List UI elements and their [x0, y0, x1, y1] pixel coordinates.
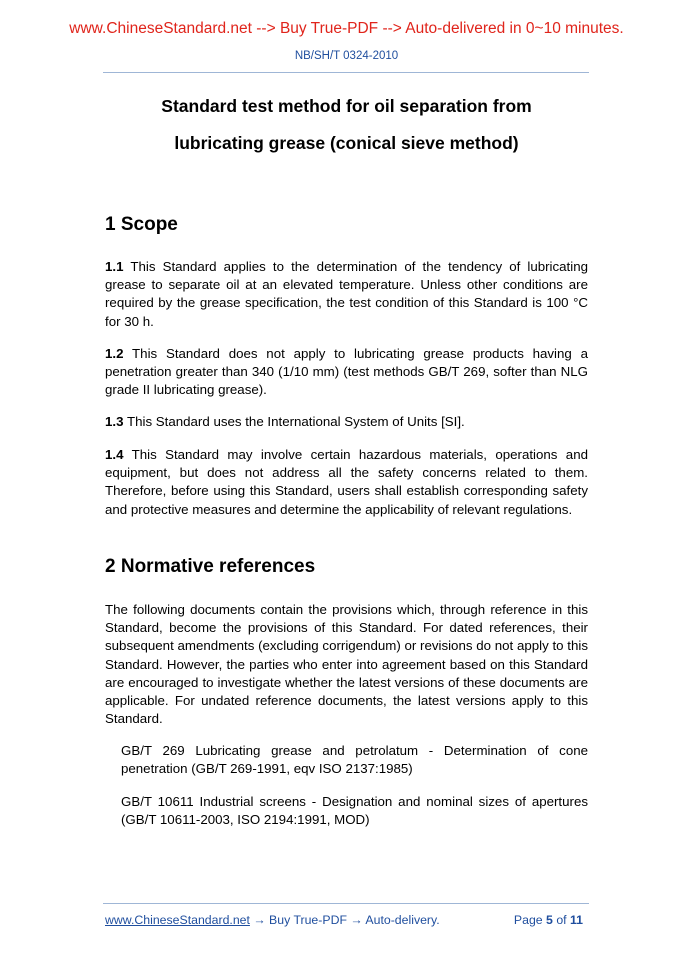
- clause-number: 1.2: [105, 346, 124, 361]
- section-2-heading: 2 Normative references: [105, 556, 316, 577]
- site-link[interactable]: www.ChineseStandard.net: [105, 913, 250, 927]
- page-label: Page: [513, 913, 543, 927]
- clause-number: 1.4: [105, 447, 124, 462]
- reference-item: GB/T 269 Lubricating grease and petrolatum - Determination of cone penetration (GB/T 269-1991, eqv ISO 2137:1985): [121, 743, 588, 777]
- footer-left: [105, 913, 440, 927]
- footer-divider: [103, 903, 589, 904]
- title-line-1: Standard test method for oil separation from: [161, 96, 532, 116]
- page-current: 5: [546, 913, 553, 927]
- page-footer: [105, 913, 583, 927]
- clause-1-3: [105, 413, 588, 431]
- clause-1-2: [105, 345, 588, 400]
- page-total: 11: [570, 913, 583, 927]
- clause-text: This Standard applies to the determination of the tendency of lubricating grease to separate oil at an elevated temperature. Unless other conditions are required by the grease specification, the test condition of this Standard is 100 °C for 30 h.: [105, 259, 588, 329]
- section-1-heading: 1 Scope: [105, 214, 178, 235]
- clause-text: This Standard does not apply to lubricating grease products having a penetration greater than 340 (1/10 mm) (test methods GB/T 269, softer than NLG grade II lubricating grease).: [105, 346, 588, 398]
- clause-text: This Standard may involve certain hazardous materials, operations and equipment, but does not address all the safety concerns related to them. Therefore, before using this Standard, users shall establish corresponding safety and protective measures and determine the applicability of relevant regulations.: [105, 447, 588, 517]
- page-of: of: [556, 913, 567, 927]
- page-indicator: [514, 913, 583, 927]
- reference-item: GB/T 10611 Industrial screens - Designation and nominal sizes of apertures (GB/T 10611-2003, ISO 2194:1991, MOD): [121, 794, 588, 828]
- clause-text: This Standard uses the International System of Units [SI].: [126, 414, 465, 429]
- document-number: NB/SH/T 0324-2010: [294, 50, 399, 62]
- footer-arrow-text: → Buy True-PDF → Auto-delivery.: [253, 913, 440, 927]
- clause-1-4: [105, 446, 588, 519]
- top-banner[interactable]: www.ChineseStandard.net --> Buy True-PDF --> Auto-delivered in 0~10 minutes.: [69, 20, 624, 37]
- normative-intro: The following documents contain the provisions which, through reference in this Standard, become the provisions of this Standard. For dated references, their subsequent amendments (excluding corrigendum) or revisions do not apply to this Standard. However, the parties who enter into agreement based on this Standard are encouraged to investigate whether the latest versions of these documents are applicable. For undated reference documents, the latest versions apply to this Standard.: [105, 602, 588, 727]
- clause-1-1: [105, 258, 588, 331]
- header-divider: [103, 72, 589, 73]
- title-line-2: lubricating grease (conical sieve method): [174, 133, 519, 153]
- clause-number: 1.3: [105, 414, 124, 429]
- clause-number: 1.1: [105, 259, 124, 274]
